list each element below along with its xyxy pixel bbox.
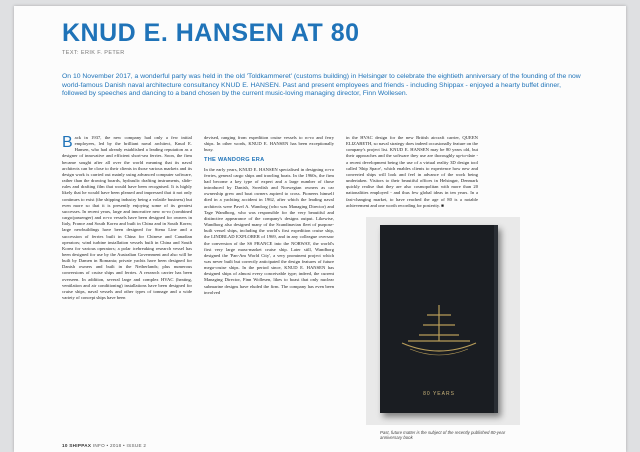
body-column-2 — [204, 135, 334, 447]
magazine-name: SHIPPAX — [69, 443, 92, 448]
book-photo — [366, 217, 520, 425]
body-column-1 — [62, 135, 192, 447]
lead-paragraph: On 10 November 2017, a wonderful party was held in the old 'Toldkammeret' (customs building) in Helsingør to celebrate the eightieth anniversary of the founding of the now world-famous Danish naval architecture consultancy KNUD E. HANSEN. Past and present employees and friends - including Shippax - enjoyed a hearty buffet dinner, followed by speeches and dancing to a band chosen by the current music-loving managing director, Finn Wollesen. — [62, 73, 581, 97]
anniversary-book — [380, 225, 498, 413]
column-2-text-bottom: In the early years, KNUD E. HANSEN specialised in designing ro-ro ferries, general cargo ships and trawling boats. In the 1960s, the firm had become a key type of expert and a large number of those introduced by Danish, Swedish and Norwegian owners as car ownership grew and boat owners aspired to cross. Pioneers himself died in a yachting accident in 1962, after which the leading naval architects were Pavel A. Wandorg (who was Managing Director) and Tage Wandborg, who was responsible for the very beautiful and distinctive appearance of the company's designs output. Likewise, Wandborg also designed many of the Scandinavian fleet of purpose-built vessel ships, including the world's first expedition cruise ship, the LINDBLAD EXPLORER of 1969, and in any colleague oversaw the conversion of the SS FRANCE into the NORWAY, the world's first very large mass-market cruise ship. Later still, Wandborg designed the 'Pan-Am World City', a very prominent project which was never built but correctly anticipated the design features of future mega-cruise ships. In the period since, KNUD E. HANSEN has designed ships of almost every conceivable type; indeed, the current Managing Director, Finn Wollesen, likes to boast that only nuclear submarine designs have eluded the firm. The company has even been involved — [204, 166, 334, 295]
issue-info: INFO • 2018 • ISSUE 2 — [92, 443, 147, 448]
column-2-text-top: devised, ranging from expedition cruise vessels to ro-ro and ferry ships. In other words, KNUD E. HANSEN has been exceptionally busy. — [204, 135, 334, 153]
body-column-3 — [346, 135, 478, 217]
column-3-text: in the HVAC design for the new British aircraft carrier, QUEEN ELIZABETH, so naval strategy does indeed occasionally feature on the company's project list. KNUD E. HANSEN may be 80 years old, but their approaches and the software they use are thoroughly up-to-date - a recent development being the use of a virtual reality 3D design tool called 'Ship Space', which enables clients to experience how new and converted ships will look and feel in advance of the work being undertaken. Visitors to their beautiful offices in Helsingør, Denmark quickly realise that they are also cosmopolitan with more than 20 nationalities employed - and thus few global ideas in ten years. In a fast-changing market, to have reached the age of 80 is a notable achievement and one worth recording for posterity. ■ — [346, 135, 478, 208]
book-cover-label: 80 YEARS — [423, 391, 455, 397]
drop-cap: B — [62, 135, 73, 151]
column-1-text: ack in 1937, the new company had only a few initial employees, led by the brilliant naval architect, Knud E. Hansen, who had already established a leading reputation as a designer of innovative and efficient short-sea ferries. Soon, the firm became sought after all over the world meaning that its naval architects can be close to their clients in those various markets and its design work is carried out mainly using advanced computer software, rather than the drawing boards, hydraulic drafting instruments, slide-rules and drafting film that would have been recognised. It is highly likely that he would have been pleased and impressed that it not only continues to exist (the shipping industry being a volatile business) but even more so that it is presently enjoying some of its greatest successes. In recent years, large and innovative new ro-ro (combined cargo/passenger) and ro-ro vessels have been designed for owners in Italy, France and South Korea and built in China and in South Korea; large newbuildings have been designed for Stena Line and a succession of ferries built in China for Chinese and Canadian operators; wind turbine installation vessels built in China and South Korea for various operators; a polar icebreaking research vessel has been designed for use by the Australian Government and also will be built by Damen in Romania; private yachts have been designed for Danish owners and built in the Netherlands; plus numerous conversions of cruise ships and ferries. A research carrier has been overseen. In addition, several large and complex HVAC (heating, ventilation and air conditioning) installations have been designed for cruise ships, naval vessels and other types of tonnage and a wide variety of concept ships have been — [62, 135, 192, 301]
page-footer — [62, 443, 146, 448]
photo-caption: Past, future matter is the subject of the recently published 80-year anniversary book — [380, 430, 506, 441]
article-title: KNUD E. HANSEN AT 80 — [62, 19, 360, 47]
ship-emblem-icon — [380, 275, 498, 395]
byline: TEXT: ERIK F. PETER — [62, 50, 125, 56]
section-subhead: THE WANDORG ERA — [204, 157, 265, 164]
magazine-page — [14, 6, 626, 452]
page-number: 10 — [62, 443, 68, 448]
